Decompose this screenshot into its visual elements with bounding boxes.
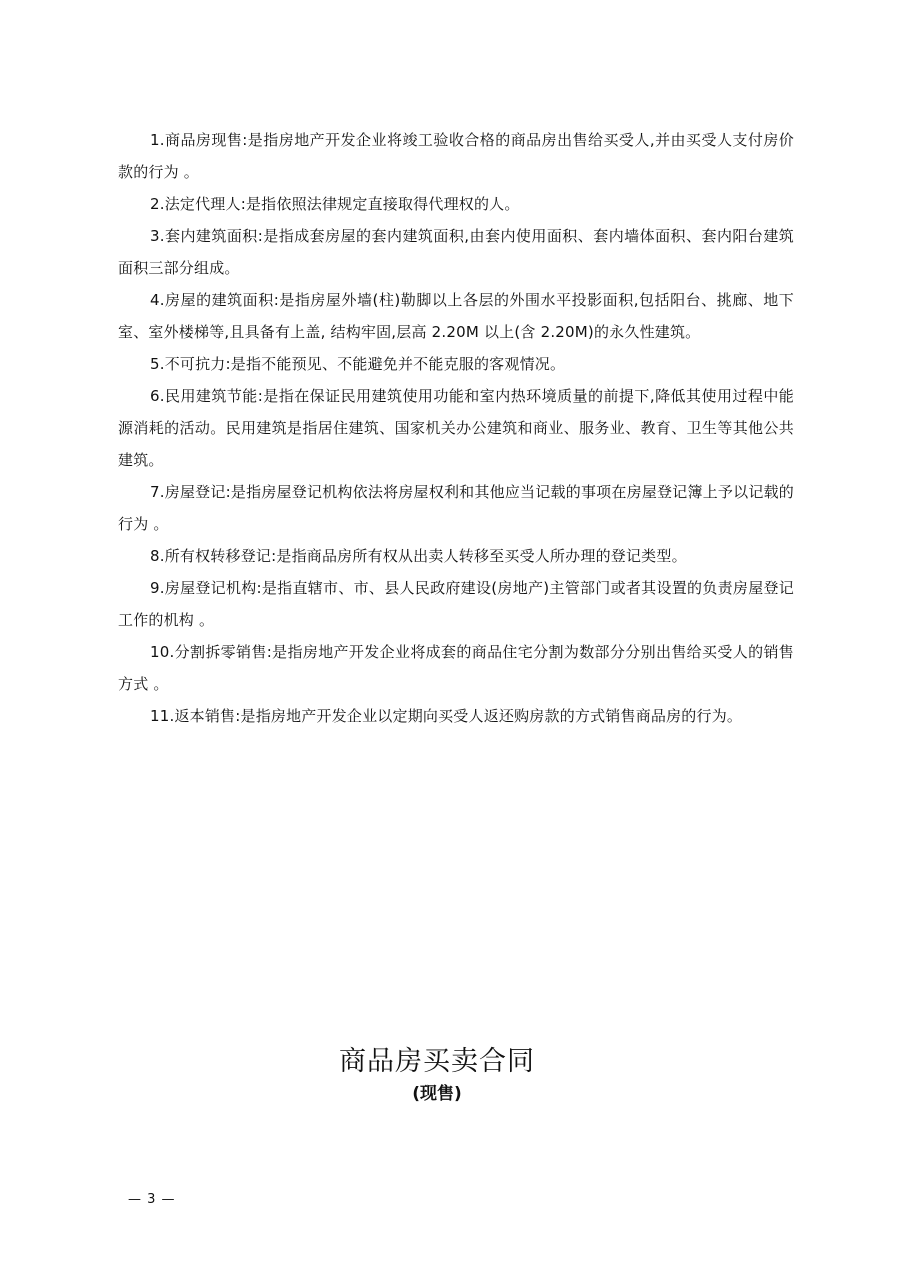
- definition-item: 4.房屋的建筑面积:是指房屋外墙(柱)勒脚以上各层的外围水平投影面积,包括阳台、挑廊、地下室、室外楼梯等,且具备有上盖, 结构牢固,层高 2.20M 以上(含 2.20M)的永久性建筑。: [118, 291, 794, 341]
- page-number: — 3 —: [128, 1192, 176, 1207]
- definition-item: 1.商品房现售:是指房地产开发企业将竣工验收合格的商品房出售给买受人,并由买受人支付房价款的行为 。: [118, 131, 794, 181]
- contract-title: 商品房买卖合同: [339, 1046, 535, 1077]
- definition-item: 7.房屋登记:是指房屋登记机构依法将房屋权利和其他应当记载的事项在房屋登记簿上予以记载的行为 。: [118, 483, 794, 533]
- definition-item: 9.房屋登记机构:是指直辖市、市、县人民政府建设(房地产)主管部门或者其设置的负责房屋登记工作的机构 。: [118, 579, 794, 629]
- definition-item: 2.法定代理人:是指依照法律规定直接取得代理权的人。: [150, 195, 520, 213]
- definition-item: 10.分割拆零销售:是指房地产开发企业将成套的商品住宅分割为数部分分别出售给买受人的销售方式 。: [118, 643, 794, 693]
- definition-item: 11.返本销售:是指房地产开发企业以定期向买受人返还购房款的方式销售商品房的行为。: [150, 707, 743, 725]
- definitions-list: [118, 124, 794, 732]
- definition-item: 3.套内建筑面积:是指成套房屋的套内建筑面积,由套内使用面积、套内墙体面积、套内阳台建筑面积三部分组成。: [118, 227, 794, 277]
- definition-item: 6.民用建筑节能:是指在保证民用建筑使用功能和室内热环境质量的前提下,降低其使用过程中能源消耗的活动。民用建筑是指居住建筑、国家机关办公建筑和商业、服务业、教育、卫生等其他公共建筑。: [118, 387, 794, 469]
- definition-item: 8.所有权转移登记:是指商品房所有权从出卖人转移至买受人所办理的登记类型。: [150, 547, 687, 565]
- contract-title-block: [0, 1042, 874, 1106]
- contract-subtitle: (现售): [412, 1084, 462, 1104]
- definition-item: 5.不可抗力:是指不能预见、不能避免并不能克服的客观情况。: [150, 355, 566, 373]
